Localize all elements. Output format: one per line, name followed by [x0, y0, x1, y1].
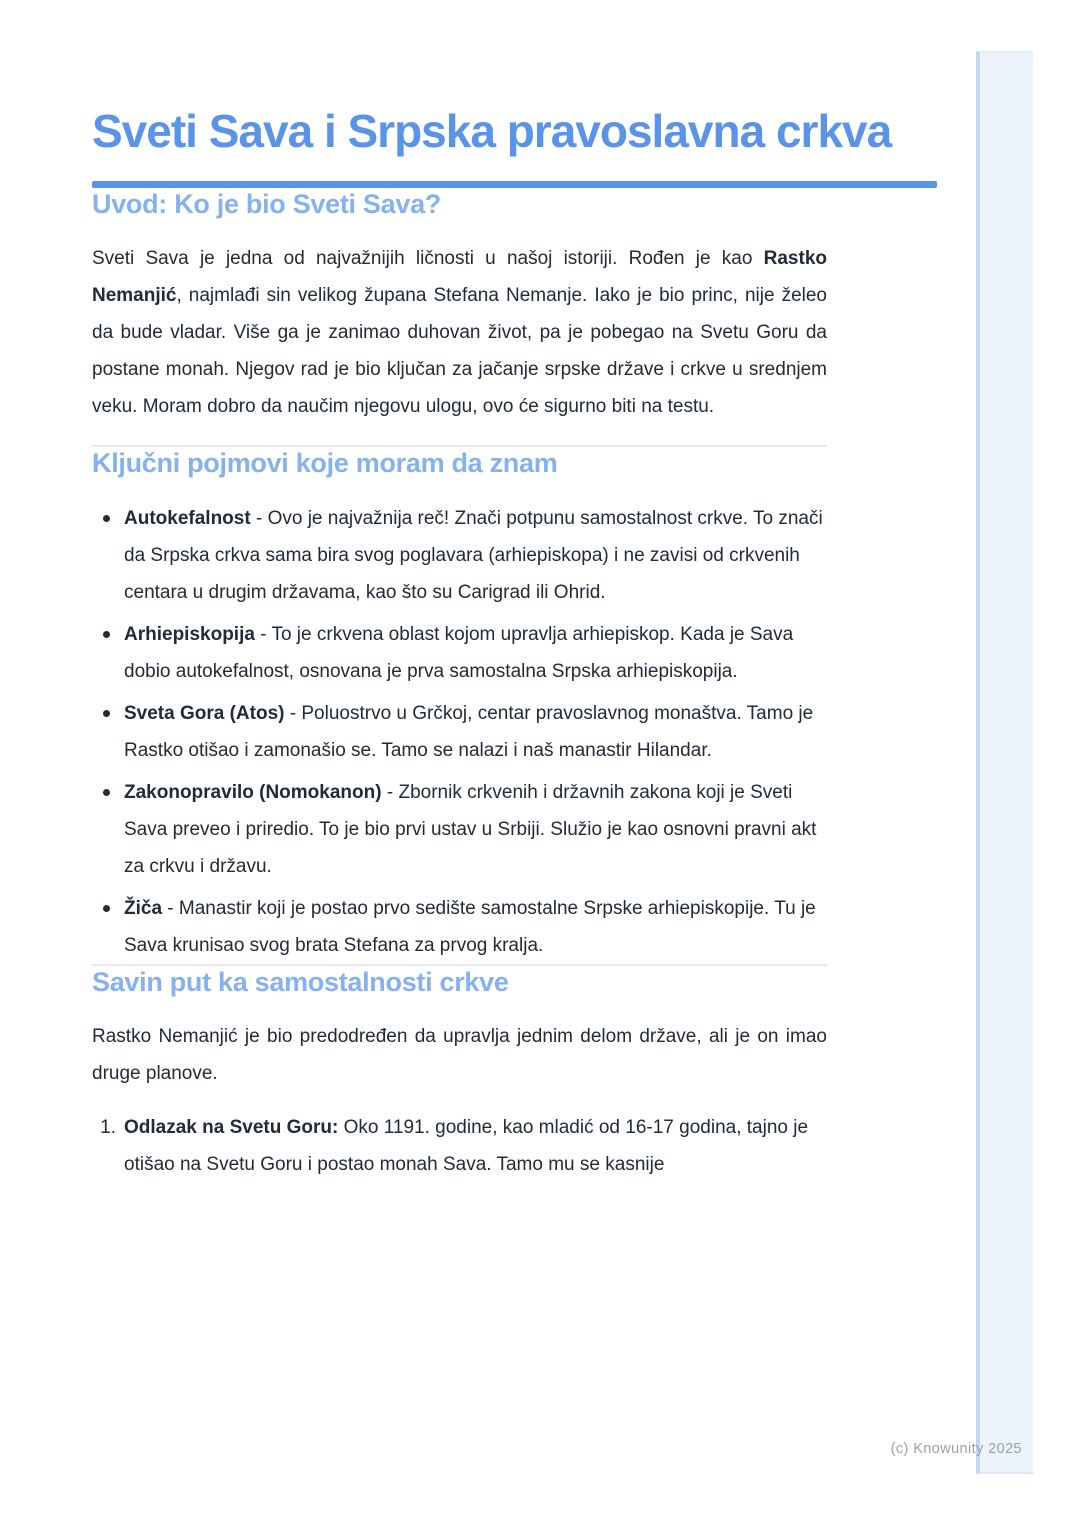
page-title: Sveti Sava i Srpska pravoslavna crkva [92, 105, 892, 157]
bullet-icon [103, 789, 110, 796]
numbered-steps-list [92, 1109, 827, 1183]
bullet-icon [103, 515, 110, 522]
key-terms-list [92, 500, 827, 964]
numbered-list-item [92, 1109, 827, 1183]
section-heading-savin-put: Savin put ka samostalnosti crkve [92, 967, 509, 997]
section-savin-put [92, 966, 937, 1183]
list-item [92, 500, 827, 611]
paragraph-uvod: Sveti Sava je jedna od najvažnijih ličnosti u našoj istoriji. Rođen je kao Rastko Nemanjić, najmlađi sin velikog župana Stefana Nemanje. Iako je bio princ, nije želeo da bude vladar. Više ga je zanimao duhovan život, pa je pobegao na Svetu Goru da postane monah. Njegov rad je bio ključan za jačanje srpske države i crkve u srednjem veku. Moram dobro da naučim njegovu ulogu, ovo će sigurno biti na testu. [92, 248, 827, 417]
list-item [92, 890, 827, 964]
list-item-text: Arhiepiskopija - To je crkvena oblast kojom upravlja arhiepiskop. Kada je Sava dobio autokefalnost, osnovana je prva samostalna Srpska arhiepiskopija. [124, 624, 794, 682]
section-kljucni-pojmovi [92, 447, 937, 964]
section-uvod [92, 188, 937, 425]
list-item [92, 695, 827, 769]
bullet-icon [103, 905, 110, 912]
list-item [92, 774, 827, 885]
paragraph-savin-put: Rastko Nemanjić je bio predodređen da upravlja jednim delom države, ali je on imao druge planove. [92, 1026, 827, 1084]
section-heading-uvod: Uvod: Ko je bio Sveti Sava? [92, 189, 441, 219]
list-item-text: Autokefalnost - Ovo je najvažnija reč! Znači potpunu samostalnost crkve. To znači da Srpska crkva sama bira svog poglavara (arhiepiskopa) i ne zavisi od crkvenih centara u drugim državama, kao što su Carigrad ili Ohrid. [124, 508, 823, 603]
title-underline [92, 181, 937, 188]
section-heading-pojmovi: Ključni pojmovi koje moram da znam [92, 448, 558, 478]
list-item-text: Zakonopravilo (Nomokanon) - Zbornik crkvenih i državnih zakona koji je Sveti Sava preveo i priredio. To je bio prvi ustav u Srbiji. Služio je kao osnovni pravni akt za crkvu i državu. [124, 782, 817, 877]
list-item [92, 616, 827, 690]
bullet-icon [103, 710, 110, 717]
list-number: 1. [100, 1117, 116, 1138]
document-body [92, 0, 937, 1183]
copyright-watermark: (c) Knowunity 2025 [890, 1441, 1022, 1457]
list-item-text: Žiča - Manastir koji je postao prvo sedište samostalne Srpske arhiepiskopije. Tu je Sava krunisao svog brata Stefana za prvog kralja. [124, 898, 816, 956]
list-item-text: Odlazak na Svetu Goru: Oko 1191. godine, kao mladić od 16-17 godina, tajno je otišao na Svetu Goru i postao monah Sava. Tamo mu se kasnije [124, 1117, 809, 1175]
page-edge-strip [976, 51, 1033, 1474]
list-item-text: Sveta Gora (Atos) - Poluostrvo u Grčkoj, centar pravoslavnog monaštva. Tamo je Rastko otišao i zamonašio se. Tamo se nalazi i naš manastir Hilandar. [124, 703, 814, 761]
bullet-icon [103, 631, 110, 638]
